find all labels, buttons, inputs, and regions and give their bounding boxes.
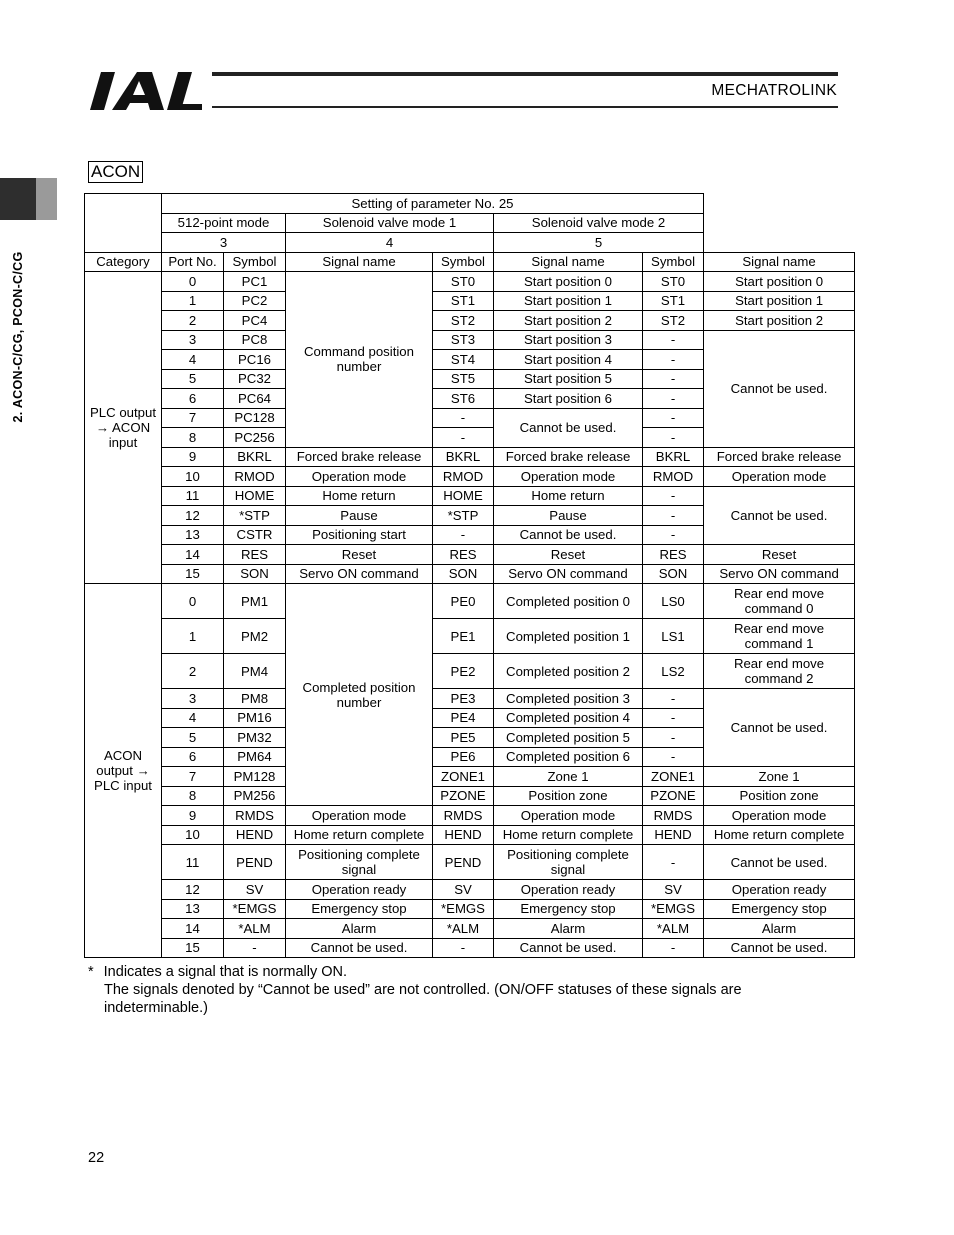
port-number: 12 bbox=[162, 880, 224, 900]
symbol: - bbox=[643, 845, 704, 880]
category-cell: ACON output → PLC input bbox=[85, 584, 162, 958]
port-number: 13 bbox=[162, 525, 224, 545]
symbol: ST1 bbox=[433, 291, 494, 311]
signal-name: Operation ready bbox=[704, 880, 855, 900]
symbol: SON bbox=[224, 564, 286, 584]
port-number: 0 bbox=[162, 272, 224, 292]
symbol: PZONE bbox=[643, 786, 704, 806]
symbol: - bbox=[643, 389, 704, 409]
symbol: RMDS bbox=[643, 806, 704, 826]
symbol: LS0 bbox=[643, 584, 704, 619]
signal-name: Zone 1 bbox=[494, 767, 643, 787]
symbol: PE1 bbox=[433, 619, 494, 654]
symbol: ST3 bbox=[433, 330, 494, 350]
port-number: 6 bbox=[162, 389, 224, 409]
signal-name: Operation mode bbox=[286, 806, 433, 826]
signal-name: Emergency stop bbox=[494, 899, 643, 919]
signal-name: Alarm bbox=[286, 919, 433, 939]
category-cell: PLC output → ACON input bbox=[85, 272, 162, 584]
signal-name: Operation ready bbox=[494, 880, 643, 900]
symbol: - bbox=[643, 938, 704, 958]
table-row bbox=[85, 880, 855, 900]
chapter-tab-marker bbox=[0, 178, 36, 220]
symbol: *STP bbox=[433, 506, 494, 526]
port-number: 3 bbox=[162, 689, 224, 709]
symbol: RMOD bbox=[433, 467, 494, 487]
port-number: 8 bbox=[162, 786, 224, 806]
table-row bbox=[85, 786, 855, 806]
symbol: *EMGS bbox=[433, 899, 494, 919]
port-number: 1 bbox=[162, 619, 224, 654]
mode-value: 4 bbox=[286, 233, 494, 253]
symbol: - bbox=[643, 525, 704, 545]
signal-name: Emergency stop bbox=[704, 899, 855, 919]
signal-name: Start position 2 bbox=[494, 311, 643, 331]
symbol: RES bbox=[643, 545, 704, 565]
table-row bbox=[85, 845, 855, 880]
symbol: PC4 bbox=[224, 311, 286, 331]
signal-name: Start position 0 bbox=[494, 272, 643, 292]
port-number: 8 bbox=[162, 428, 224, 448]
signal-name: Forced brake release bbox=[494, 447, 643, 467]
table-row bbox=[85, 806, 855, 826]
header-rule-top bbox=[212, 72, 838, 76]
symbol: PC128 bbox=[224, 408, 286, 428]
signal-name: Home return complete bbox=[494, 825, 643, 845]
signal-name: Start position 5 bbox=[494, 369, 643, 389]
signal-name: Reset bbox=[286, 545, 433, 565]
symbol: - bbox=[643, 369, 704, 389]
symbol: RMOD bbox=[224, 467, 286, 487]
signal-name: Operation mode bbox=[286, 467, 433, 487]
symbol: - bbox=[224, 938, 286, 958]
symbol: RMDS bbox=[224, 806, 286, 826]
signal-name: Position zone bbox=[704, 786, 855, 806]
signal-name: Rear end move command 1 bbox=[704, 619, 855, 654]
symbol: *EMGS bbox=[224, 899, 286, 919]
signal-assignment-table bbox=[84, 193, 855, 958]
symbol: PM256 bbox=[224, 786, 286, 806]
symbol: CSTR bbox=[224, 525, 286, 545]
col-header-symbol: Symbol bbox=[433, 252, 494, 272]
signal-name: Start position 4 bbox=[494, 350, 643, 370]
symbol: ZONE1 bbox=[433, 767, 494, 787]
symbol: PE2 bbox=[433, 654, 494, 689]
symbol: ST2 bbox=[433, 311, 494, 331]
port-number: 4 bbox=[162, 350, 224, 370]
footnote-1 bbox=[88, 963, 742, 981]
signal-name: Rear end move command 0 bbox=[704, 584, 855, 619]
signal-name: Start position 6 bbox=[494, 389, 643, 409]
signal-name: Cannot be used. bbox=[704, 938, 855, 958]
signal-name: Operation mode bbox=[494, 806, 643, 826]
symbol: PE5 bbox=[433, 728, 494, 748]
table-row bbox=[85, 654, 855, 689]
symbol: - bbox=[643, 728, 704, 748]
symbol: ST2 bbox=[643, 311, 704, 331]
port-number: 5 bbox=[162, 369, 224, 389]
port-number: 15 bbox=[162, 564, 224, 584]
signal-name: Completed position 1 bbox=[494, 619, 643, 654]
symbol: PM8 bbox=[224, 689, 286, 709]
symbol: PM4 bbox=[224, 654, 286, 689]
signal-name: Servo ON command bbox=[286, 564, 433, 584]
signal-name: Positioning complete signal bbox=[286, 845, 433, 880]
symbol: ST5 bbox=[433, 369, 494, 389]
symbol: LS2 bbox=[643, 654, 704, 689]
symbol: - bbox=[643, 408, 704, 428]
table-row bbox=[85, 311, 855, 331]
table-row bbox=[85, 330, 855, 350]
signal-name: Command position number bbox=[286, 272, 433, 448]
port-number: 14 bbox=[162, 545, 224, 565]
signal-name: Alarm bbox=[494, 919, 643, 939]
port-number: 12 bbox=[162, 506, 224, 526]
signal-name: Cannot be used. bbox=[704, 330, 855, 447]
signal-name: Completed position 2 bbox=[494, 654, 643, 689]
signal-name: Start position 0 bbox=[704, 272, 855, 292]
footnote-star: * bbox=[88, 964, 94, 980]
port-number: 10 bbox=[162, 467, 224, 487]
symbol: HOME bbox=[224, 486, 286, 506]
port-number: 4 bbox=[162, 708, 224, 728]
signal-name: Home return complete bbox=[286, 825, 433, 845]
col-header-signal: Signal name bbox=[704, 252, 855, 272]
port-number: 9 bbox=[162, 806, 224, 826]
signal-name: Reset bbox=[704, 545, 855, 565]
col-header-symbol: Symbol bbox=[643, 252, 704, 272]
symbol: ST1 bbox=[643, 291, 704, 311]
signal-name: Cannot be used. bbox=[286, 938, 433, 958]
port-number: 13 bbox=[162, 899, 224, 919]
symbol: SON bbox=[433, 564, 494, 584]
table-row bbox=[85, 467, 855, 487]
symbol: SV bbox=[643, 880, 704, 900]
symbol: - bbox=[643, 330, 704, 350]
symbol: - bbox=[643, 486, 704, 506]
mode-value: 5 bbox=[494, 233, 704, 253]
symbol: BKRL bbox=[224, 447, 286, 467]
symbol: HOME bbox=[433, 486, 494, 506]
signal-name: Servo ON command bbox=[494, 564, 643, 584]
symbol: - bbox=[643, 506, 704, 526]
signal-name: Positioning start bbox=[286, 525, 433, 545]
table-row bbox=[85, 447, 855, 467]
signal-name: Completed position number bbox=[286, 584, 433, 806]
symbol: PE0 bbox=[433, 584, 494, 619]
symbol: RES bbox=[224, 545, 286, 565]
port-number: 15 bbox=[162, 938, 224, 958]
table-row bbox=[85, 291, 855, 311]
symbol: RMOD bbox=[643, 467, 704, 487]
signal-name: Start position 1 bbox=[704, 291, 855, 311]
symbol: - bbox=[643, 747, 704, 767]
col-header-category: Category bbox=[85, 252, 162, 272]
mode-name: 512-point mode bbox=[162, 213, 286, 233]
table-row bbox=[85, 545, 855, 565]
port-number: 0 bbox=[162, 584, 224, 619]
symbol: PE4 bbox=[433, 708, 494, 728]
chapter-tab-shade bbox=[36, 178, 57, 220]
signal-name: Rear end move command 2 bbox=[704, 654, 855, 689]
signal-name: Completed position 3 bbox=[494, 689, 643, 709]
symbol: SON bbox=[643, 564, 704, 584]
table-row bbox=[85, 938, 855, 958]
signal-name: Pause bbox=[494, 506, 643, 526]
signal-name: Completed position 6 bbox=[494, 747, 643, 767]
symbol: SV bbox=[433, 880, 494, 900]
table-row bbox=[85, 919, 855, 939]
param-header: Setting of parameter No. 25 bbox=[162, 194, 704, 214]
signal-name: Home return bbox=[286, 486, 433, 506]
symbol: PE6 bbox=[433, 747, 494, 767]
section-title: ACON bbox=[88, 161, 143, 183]
symbol: ST6 bbox=[433, 389, 494, 409]
symbol: SV bbox=[224, 880, 286, 900]
symbol: PC2 bbox=[224, 291, 286, 311]
symbol: RMDS bbox=[433, 806, 494, 826]
symbol: PC16 bbox=[224, 350, 286, 370]
footnote-1-text: Indicates a signal that is normally ON. bbox=[103, 964, 348, 980]
signal-name: Completed position 4 bbox=[494, 708, 643, 728]
signal-name: Cannot be used. bbox=[704, 845, 855, 880]
signal-name: Pause bbox=[286, 506, 433, 526]
signal-name: Start position 1 bbox=[494, 291, 643, 311]
col-header-signal: Signal name bbox=[286, 252, 433, 272]
symbol: ST0 bbox=[433, 272, 494, 292]
symbol: - bbox=[643, 708, 704, 728]
symbol: ST0 bbox=[643, 272, 704, 292]
symbol: PC256 bbox=[224, 428, 286, 448]
table-row bbox=[85, 486, 855, 506]
symbol: PE3 bbox=[433, 689, 494, 709]
symbol: HEND bbox=[224, 825, 286, 845]
port-number: 9 bbox=[162, 447, 224, 467]
signal-name: Cannot be used. bbox=[704, 486, 855, 545]
mode-value: 3 bbox=[162, 233, 286, 253]
signal-name: Operation mode bbox=[494, 467, 643, 487]
footnote-3: indeterminable.) bbox=[104, 1000, 208, 1016]
symbol: PM16 bbox=[224, 708, 286, 728]
table-row bbox=[85, 899, 855, 919]
signal-name: Alarm bbox=[704, 919, 855, 939]
port-number: 7 bbox=[162, 767, 224, 787]
symbol: PEND bbox=[433, 845, 494, 880]
signal-name: Home return complete bbox=[704, 825, 855, 845]
port-number: 2 bbox=[162, 654, 224, 689]
signal-name: Completed position 0 bbox=[494, 584, 643, 619]
signal-name: Forced brake release bbox=[286, 447, 433, 467]
symbol: - bbox=[643, 350, 704, 370]
port-number: 14 bbox=[162, 919, 224, 939]
port-number: 2 bbox=[162, 311, 224, 331]
symbol: - bbox=[433, 428, 494, 448]
symbol: ZONE1 bbox=[643, 767, 704, 787]
symbol: PC8 bbox=[224, 330, 286, 350]
symbol: - bbox=[643, 428, 704, 448]
symbol: ST4 bbox=[433, 350, 494, 370]
signal-name: Zone 1 bbox=[704, 767, 855, 787]
series-label: MECHATROLINK bbox=[711, 82, 837, 99]
signal-name: Positioning complete signal bbox=[494, 845, 643, 880]
symbol: RES bbox=[433, 545, 494, 565]
symbol: LS1 bbox=[643, 619, 704, 654]
port-number: 10 bbox=[162, 825, 224, 845]
port-number: 6 bbox=[162, 747, 224, 767]
port-number: 1 bbox=[162, 291, 224, 311]
symbol: - bbox=[433, 408, 494, 428]
port-number: 3 bbox=[162, 330, 224, 350]
signal-name: Cannot be used. bbox=[494, 525, 643, 545]
symbol: *ALM bbox=[224, 919, 286, 939]
signal-name: Operation ready bbox=[286, 880, 433, 900]
signal-name: Start position 3 bbox=[494, 330, 643, 350]
symbol: - bbox=[433, 525, 494, 545]
table-row bbox=[85, 689, 855, 709]
signal-name: Start position 2 bbox=[704, 311, 855, 331]
signal-name: Completed position 5 bbox=[494, 728, 643, 748]
port-number: 5 bbox=[162, 728, 224, 748]
signal-name: Reset bbox=[494, 545, 643, 565]
page-number: 22 bbox=[88, 1150, 105, 1166]
port-number: 11 bbox=[162, 486, 224, 506]
symbol: PZONE bbox=[433, 786, 494, 806]
signal-name: Servo ON command bbox=[704, 564, 855, 584]
table-row bbox=[85, 825, 855, 845]
symbol: PC64 bbox=[224, 389, 286, 409]
table-row bbox=[85, 272, 855, 292]
port-number: 11 bbox=[162, 845, 224, 880]
symbol: PC32 bbox=[224, 369, 286, 389]
signal-name: Operation mode bbox=[704, 806, 855, 826]
table-row bbox=[85, 767, 855, 787]
col-header-symbol: Symbol bbox=[224, 252, 286, 272]
symbol: *ALM bbox=[643, 919, 704, 939]
blank-header-cell bbox=[85, 194, 162, 253]
symbol: - bbox=[433, 938, 494, 958]
symbol: HEND bbox=[643, 825, 704, 845]
signal-name: Home return bbox=[494, 486, 643, 506]
table-row bbox=[85, 564, 855, 584]
col-header-port: Port No. bbox=[162, 252, 224, 272]
symbol: *EMGS bbox=[643, 899, 704, 919]
footnote-2: The signals denoted by “Cannot be used” are not controlled. (ON/OFF statuses of these signals are bbox=[104, 982, 742, 998]
iai-logo bbox=[90, 72, 202, 112]
col-header-signal: Signal name bbox=[494, 252, 643, 272]
symbol: HEND bbox=[433, 825, 494, 845]
symbol: PC1 bbox=[224, 272, 286, 292]
signal-name: Cannot be used. bbox=[494, 938, 643, 958]
mode-name: Solenoid valve mode 2 bbox=[494, 213, 704, 233]
header-rule-bottom bbox=[212, 106, 838, 108]
footnotes bbox=[88, 963, 742, 1017]
signal-name: Emergency stop bbox=[286, 899, 433, 919]
symbol: *STP bbox=[224, 506, 286, 526]
signal-name: Cannot be used. bbox=[704, 689, 855, 767]
table-row bbox=[85, 584, 855, 619]
symbol: PM1 bbox=[224, 584, 286, 619]
mode-name: Solenoid valve mode 1 bbox=[286, 213, 494, 233]
symbol: PM128 bbox=[224, 767, 286, 787]
signal-name: Forced brake release bbox=[704, 447, 855, 467]
symbol: BKRL bbox=[643, 447, 704, 467]
symbol: *ALM bbox=[433, 919, 494, 939]
symbol: PM2 bbox=[224, 619, 286, 654]
port-number: 7 bbox=[162, 408, 224, 428]
symbol: PM64 bbox=[224, 747, 286, 767]
chapter-side-label: 2. ACON-C/CG, PCON-C/CG bbox=[11, 251, 25, 423]
signal-name: Position zone bbox=[494, 786, 643, 806]
symbol: - bbox=[643, 689, 704, 709]
table-row bbox=[85, 619, 855, 654]
signal-name: Operation mode bbox=[704, 467, 855, 487]
symbol: PM32 bbox=[224, 728, 286, 748]
signal-name: Cannot be used. bbox=[494, 408, 643, 447]
symbol: PEND bbox=[224, 845, 286, 880]
symbol: BKRL bbox=[433, 447, 494, 467]
